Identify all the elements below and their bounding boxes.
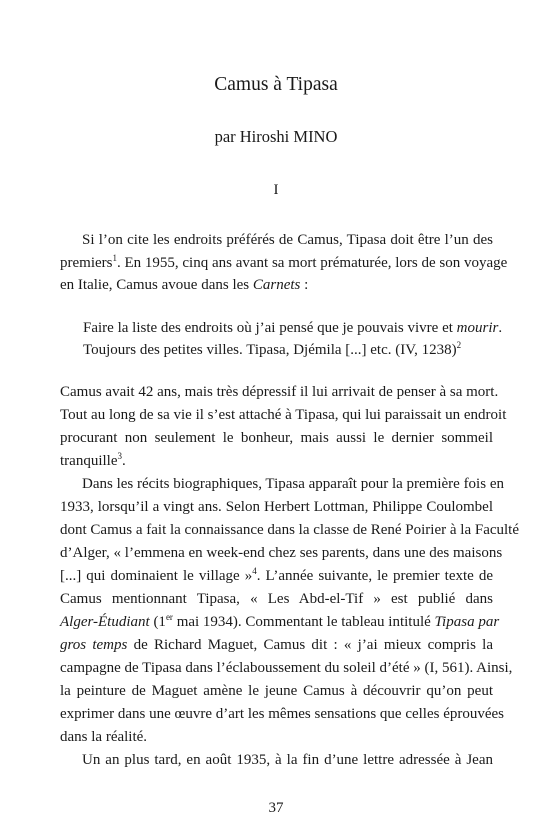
quote-line: Faire la liste des endroits où j’ai pensé que je pouvais vivre et mourir. — [83, 320, 503, 336]
text-line: Un an plus tard, en août 1935, à la fin d’une lettre adressée à Jean — [82, 752, 493, 768]
text-line: gros temps de Richard Maguet, Camus dit : « j’ai mieux compris la — [60, 637, 493, 653]
footnote-ref: 3 — [117, 451, 122, 461]
text-line: Dans les récits biographiques, Tipasa apparaît pour la première fois en — [82, 476, 504, 492]
text-line: Camus mentionnant Tipasa, « Les Abd-el-Tif » est publié dans — [60, 591, 493, 607]
article-title: Camus à Tipasa — [214, 74, 338, 95]
quote-line: Toujours des petites villes. Tipasa, Djémila [...] etc. (IV, 1238)$^2$ — [83, 340, 462, 358]
section-number: I — [273, 182, 279, 198]
text-line: exprimer dans une œuvre d’art les mêmes sensations que celles éprouvées — [60, 706, 505, 722]
text-line: premiers$^1$. En 1955, cinq ans avant sa mort prématurée, lors de son voyage — [60, 253, 508, 271]
text-line: la peinture de Maguet amène le jeune Camus à découvrir qu’on peut — [60, 683, 493, 699]
footnote-ref: 4 — [252, 566, 257, 576]
footnote-ref: 2 — [456, 340, 462, 350]
text-line: campagne de Tipasa dans l’éclaboussement du soleil d’été » (I, 561). Ainsi, — [60, 660, 513, 676]
text-line: d’Alger, « l’emmena en week-end chez ses parents, dans une des maisons — [60, 545, 503, 561]
text-line: Alger-Étudiant (1er mai 1934). Commentant le tableau intitulé Tipasa par — [60, 612, 500, 630]
article-author: par Hiroshi MINO — [214, 127, 338, 146]
text-line: en Italie, Camus avoue dans les Carnets : — [60, 277, 309, 293]
text-line: tranquille$^3$. — [60, 451, 126, 469]
text-line: procurant non seulement le bonheur, mais aussi le dernier sommeil — [60, 430, 493, 446]
text-line: Tout au long de sa vie il s’est attaché à Tipasa, qui lui paraissait un endroit — [60, 407, 507, 423]
text-line: Si l’on cite les endroits préférés de Camus, Tipasa doit être l’un des — [82, 232, 493, 248]
page-number: 37 — [268, 800, 284, 816]
footnote-ref: 1 — [112, 253, 117, 263]
text-line: [...] qui dominaient le village »$^4$. L’année suivante, le premier texte de — [60, 566, 494, 584]
text-line: dont Camus a fait la connaissance dans la classe de René Poirier à la Faculté — [60, 522, 520, 538]
text-line: dans la réalité. — [60, 729, 148, 745]
text-line: Camus avait 42 ans, mais très dépressif il lui arrivait de penser à sa mort. — [60, 384, 499, 400]
text-line: 1933, lorsqu’il a vingt ans. Selon Herbert Lottman, Philippe Coulombel — [60, 499, 493, 515]
